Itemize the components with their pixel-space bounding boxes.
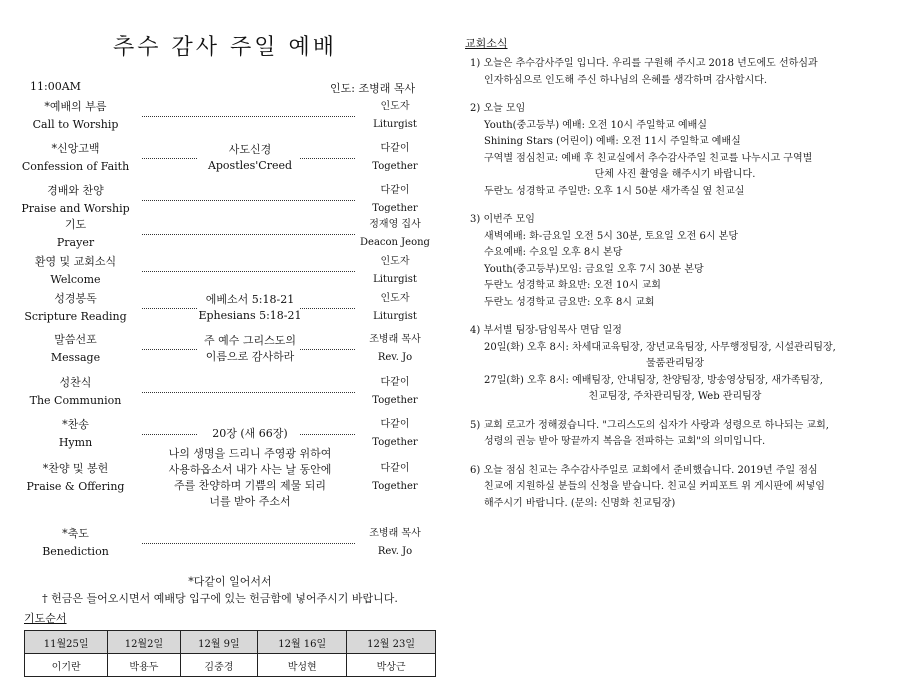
leader-english: Rev. Jo	[377, 352, 413, 363]
prayer-date: 12월 23일	[347, 631, 436, 654]
element-english: Prayer	[56, 236, 95, 249]
detail-line: 사용하옵소서 내가 사는 날 동안에	[168, 463, 332, 476]
news-line: 4) 부서별 팀장-담임목사 면담 일정	[470, 325, 622, 336]
detail-line: 너를 받아 주소서	[209, 495, 291, 508]
news-item	[470, 418, 880, 451]
leader-korean: 다같이	[380, 143, 410, 154]
worship-leader	[355, 525, 435, 561]
news-line: 27일(화) 오후 8시: 예배팀장, 안내팀장, 찬양팀장, 방송영상팀장, 새가족팀장,	[484, 374, 823, 386]
prayer-name: 박용두	[108, 654, 180, 677]
leader-english: Liturgist	[373, 274, 417, 285]
leader-korean: 조병래 목사	[369, 528, 421, 539]
leader-english: Together	[372, 437, 418, 448]
prayer-schedule-title: 기도순서	[24, 612, 67, 625]
leader-english: Rev. Jo	[377, 546, 413, 557]
news-line: 1) 오늘은 추수감사주일 입니다. 우리를 구원해 주시고 2018 년도에도 선하심과	[470, 58, 818, 69]
detail-line: 에베소서 5:18-21	[205, 293, 295, 306]
dotted-leader	[142, 271, 355, 272]
worship-leader	[355, 98, 435, 134]
leader-english: Liturgist	[373, 311, 417, 322]
detail-line: 사도신경	[228, 143, 272, 156]
worship-leader	[355, 416, 435, 452]
element-korean: 환영 및 교회소식	[34, 255, 117, 268]
worship-element	[8, 253, 143, 289]
worship-element	[8, 331, 143, 367]
element-korean: *신앙고백	[51, 142, 100, 155]
news-item	[470, 101, 880, 200]
news-line: 성령의 권능 받아 땅끝까지 복음을 전파하는 교회"의 의미입니다.	[484, 436, 766, 447]
news-line: 새벽예배: 화-금요일 오전 5시 30분, 토요일 오전 6시 본당	[484, 230, 739, 242]
detail-line: 이름으로 감사하라	[205, 350, 295, 363]
news-line: 물품관리팀장	[646, 358, 704, 369]
leader-korean: 인도자	[380, 256, 410, 267]
element-english: Call to Worship	[32, 118, 119, 131]
news-line: 구역별 점심친교: 예배 후 친교실에서 추수감사주일 친교를 나누시고 구역별	[484, 152, 813, 164]
element-english: The Communion	[29, 394, 122, 407]
news-line: 3) 이번주 모임	[470, 214, 535, 225]
news-line: 수요예배: 수요일 오후 8시 본당	[484, 247, 623, 258]
news-line: 6) 오늘 점심 친교는 추수감사주일로 교회에서 준비했습니다. 2019년 주일 점심	[470, 464, 818, 476]
service-leader: 인도: 조병래 목사	[330, 82, 416, 95]
element-english: Praise and Worship	[21, 202, 130, 215]
leader-korean: 인도자	[380, 293, 410, 304]
prayer-date: 11월25일	[25, 631, 108, 654]
worship-leader	[355, 140, 435, 176]
element-korean: *축도	[62, 527, 89, 540]
worship-element	[8, 98, 143, 134]
worship-leader	[355, 216, 435, 252]
element-english: Scripture Reading	[24, 310, 127, 323]
worship-leader	[355, 331, 435, 367]
service-time: 11:00AM	[30, 80, 81, 93]
worship-element	[8, 460, 143, 496]
worship-leader	[355, 182, 435, 218]
dotted-leader	[142, 543, 355, 544]
worship-element	[8, 416, 143, 452]
detail-line: 나의 생명을 드리니 주영광 위하여	[168, 447, 332, 460]
element-english: Message	[50, 351, 101, 364]
detail-line: Ephesians 5:18-21	[198, 309, 302, 322]
leader-korean: 정재영 집사	[369, 219, 421, 230]
leader-korean: 다같이	[380, 185, 410, 196]
news-item	[470, 212, 880, 311]
prayer-name: 김중경	[180, 654, 258, 677]
leader-english: Together	[372, 203, 418, 214]
worship-leader	[355, 460, 435, 496]
element-english: Hymn	[58, 436, 93, 449]
leader-english: Together	[372, 161, 418, 172]
detail-line: 20장 (새 66장)	[212, 427, 288, 440]
worship-leader	[355, 253, 435, 289]
leader-english: Together	[372, 395, 418, 406]
dotted-leader	[142, 434, 197, 435]
leader-english: Liturgist	[373, 119, 417, 130]
detail-line: 주를 찬양하며 기쁨의 제물 되리	[173, 479, 327, 492]
element-english: Benediction	[42, 545, 109, 558]
church-news-list	[470, 56, 880, 524]
leader-korean: 인도자	[380, 101, 410, 112]
prayer-date: 12월 9일	[180, 631, 258, 654]
prayer-date: 12월2일	[108, 631, 180, 654]
news-line: 5) 교회 로고가 정해졌습니다. "그리스도의 십자가 사랑과 성령으로 하나되는 교회,	[470, 419, 829, 431]
leader-korean: 다같이	[380, 419, 410, 430]
news-item	[470, 56, 880, 89]
leader-english: Together	[372, 481, 418, 492]
news-line: Shining Stars (어린이) 예배: 오전 11시 주일학교 예배실	[484, 136, 741, 147]
worship-element	[8, 140, 143, 176]
prayer-date-row	[25, 631, 436, 654]
dotted-leader	[142, 308, 197, 309]
offering-note: † 헌금은 들어오시면서 예배당 입구에 있는 헌금함에 넣어주시기 바랍니다.	[42, 592, 398, 605]
stand-note: *다같이 일어서서	[188, 575, 272, 588]
leader-korean: 다같이	[380, 377, 410, 388]
dotted-leader	[142, 234, 355, 235]
news-line: 친교에 지원하실 분들의 신청을 받습니다. 친교실 커피포트 위 게시판에 써넣임	[484, 481, 825, 492]
prayer-name: 박상근	[347, 654, 436, 677]
leader-english: Deacon Jeong	[360, 237, 430, 248]
worship-element	[8, 525, 143, 561]
dotted-leader	[300, 349, 355, 350]
news-line: 두란노 성경학교 주일반: 오후 1시 50분 새가족실 옆 친교실	[484, 185, 745, 197]
dotted-leader	[142, 158, 197, 159]
leader-korean: 다같이	[380, 463, 410, 474]
news-line: 단체 사진 촬영을 해주시기 바랍니다.	[594, 169, 756, 180]
worship-element	[8, 216, 143, 252]
leader-korean: 조병래 목사	[369, 334, 421, 345]
news-line: 두란노 성경학교 화요반: 오전 10시 교회	[484, 280, 661, 291]
prayer-schedule-table	[24, 630, 436, 677]
news-line: Youth(중고등부)모임: 금요일 오후 7시 30분 본당	[484, 263, 704, 275]
news-line: 친교팀장, 주차관리팀장, Web 관리팀장	[588, 391, 762, 402]
news-line: 2) 오늘 모임	[470, 103, 526, 114]
element-korean: 기도	[64, 218, 87, 231]
news-item	[470, 463, 880, 513]
dotted-leader	[142, 116, 355, 117]
dotted-leader	[300, 434, 355, 435]
element-korean: 성경봉독	[54, 292, 97, 305]
element-english: Welcome	[50, 273, 101, 286]
prayer-name: 이기란	[25, 654, 108, 677]
page-title: 추수 감사 주일 예배	[113, 35, 337, 60]
worship-leader	[355, 290, 435, 326]
dotted-leader	[142, 200, 355, 201]
element-korean: *찬양 및 봉헌	[42, 462, 109, 475]
news-item	[470, 323, 880, 406]
church-news-title: 교회소식	[465, 37, 508, 50]
prayer-date: 12월 16일	[258, 631, 347, 654]
dotted-leader	[142, 392, 355, 393]
prayer-name-row	[25, 654, 436, 677]
element-korean: 성찬식	[59, 376, 92, 389]
element-korean: 경배와 찬양	[47, 184, 104, 197]
news-line: 인자하심으로 인도해 주신 하나님의 은혜를 생각하며 감사합시다.	[484, 74, 768, 86]
detail-line: 주 예수 그리스도의	[203, 334, 296, 347]
worship-element	[8, 374, 143, 410]
element-korean: *예배의 부름	[44, 100, 107, 113]
dotted-leader	[142, 349, 197, 350]
worship-detail	[145, 446, 355, 510]
dotted-leader	[300, 158, 355, 159]
news-line: 두란노 성경학교 금요반: 오후 8시 교회	[484, 296, 655, 308]
news-line: 20일(화) 오후 8시: 차세대교육팀장, 장년교육팀장, 사무행정팀장, 시설관리팀장,	[484, 341, 836, 353]
dotted-leader	[300, 308, 355, 309]
element-english: Confession of Faith	[21, 160, 130, 173]
detail-line: Apostles'Creed	[207, 159, 293, 172]
worship-element	[8, 290, 143, 326]
element-korean: *찬송	[62, 418, 89, 431]
element-korean: 말씀선포	[54, 333, 97, 346]
prayer-name: 박성현	[258, 654, 347, 677]
worship-leader	[355, 374, 435, 410]
worship-element	[8, 182, 143, 218]
news-line: Youth(중고등부) 예배: 오전 10시 주일학교 예배실	[484, 119, 708, 131]
element-english: Praise & Offering	[26, 480, 125, 493]
news-line: 해주시기 바랍니다. (문의: 신명화 친교팀장)	[484, 497, 676, 509]
